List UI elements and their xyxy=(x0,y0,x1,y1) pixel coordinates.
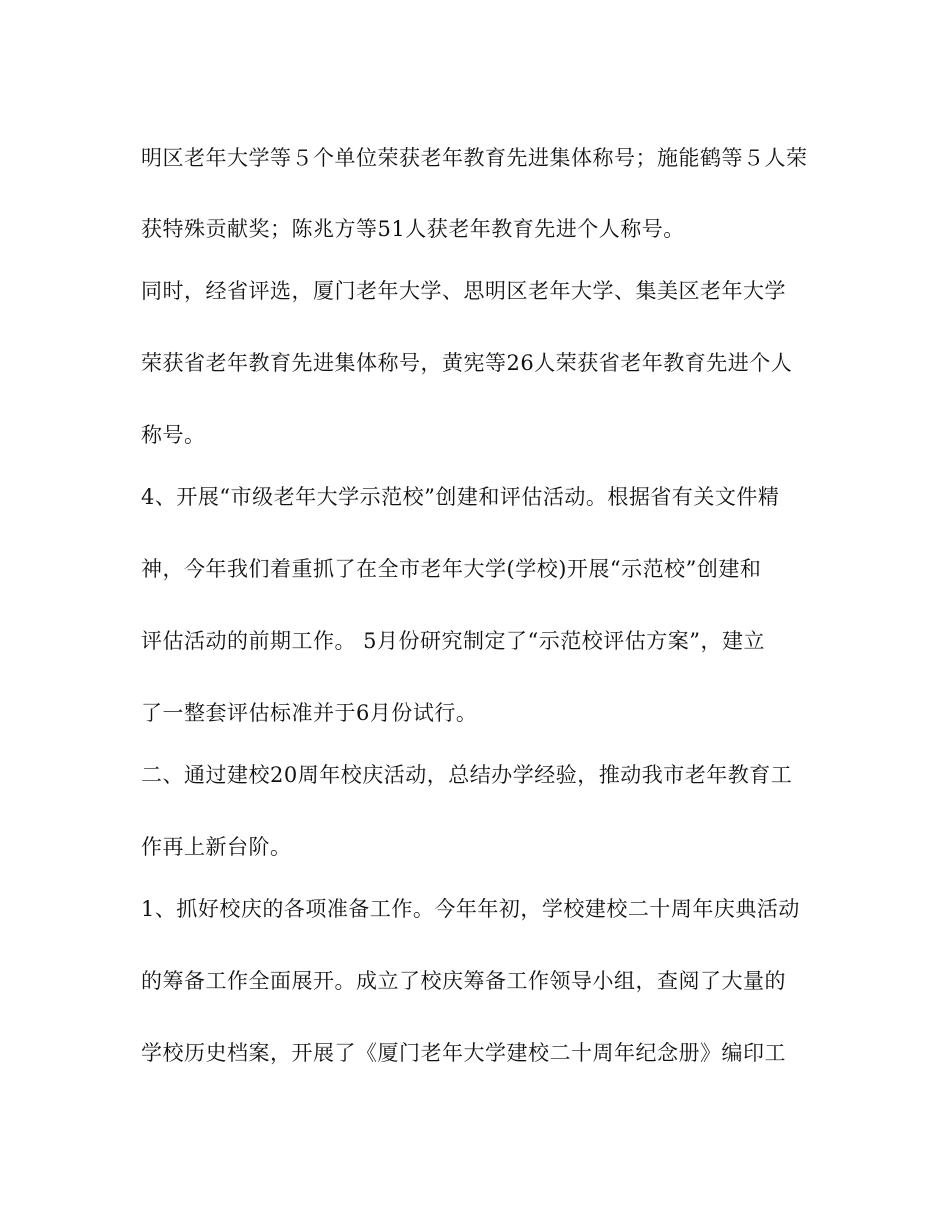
text-line: 的筹备工作全面展开。成立了校庆筹备工作领导小组，查阅了大量的 xyxy=(141,969,786,993)
text-line: 了一整套评估标准并于6月份试行。 xyxy=(141,701,478,725)
text-line: 获特殊贡献奖；陈兆方等51人获老年教育先进个人称号。 xyxy=(141,217,685,241)
text-line: 称号。 xyxy=(141,423,206,447)
text-line: 二、通过建校20周年校庆活动，总结办学经验，推动我市老年教育工 xyxy=(141,763,793,787)
text-line: 荣获省老年教育先进集体称号，黄宪等26人荣获省老年教育先进个人 xyxy=(141,351,793,375)
text-line: 评估活动的前期工作。 5月份研究制定了“示范校评估方案”，建立 xyxy=(141,629,766,653)
text-line: 神，今年我们着重抓了在全市老年大学(学校)开展“示范校”创建和 xyxy=(141,557,762,581)
text-line: 学校历史档案，开展了《厦门老年大学建校二十周年纪念册》编印工 xyxy=(141,1041,786,1065)
text-line: 明区老年大学等５个单位荣获老年教育先进集体称号；施能鹤等５人荣 xyxy=(141,146,808,170)
text-line: 作再上新台阶。 xyxy=(141,835,292,859)
text-line: 同时，经省评选，厦门老年大学、思明区老年大学、集美区老年大学 xyxy=(141,279,786,303)
text-line: 4、开展“市级老年大学示范校”创建和评估活动。根据省有关文件精 xyxy=(141,485,780,509)
text-line: 1、抓好校庆的各项准备工作。今年年初，学校建校二十周年庆典活动 xyxy=(141,897,800,921)
